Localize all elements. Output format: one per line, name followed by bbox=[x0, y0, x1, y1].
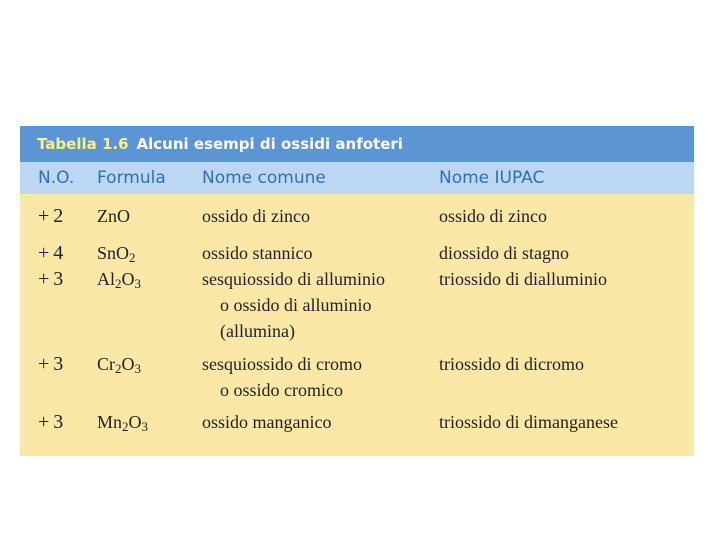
cell-nome-iupac: ossido di zinco bbox=[439, 206, 547, 226]
cell-oxidation-number: + 4 bbox=[38, 242, 64, 264]
header-nome-comune: Nome comune bbox=[202, 168, 326, 188]
cell-formula: ZnO bbox=[97, 206, 130, 226]
cell-nome-comune: sesquiossido di alluminio o ossido di alluminio (allumina) bbox=[202, 269, 386, 341]
header-formula: Formula bbox=[97, 168, 166, 188]
cell-nome-iupac: triossido di dicromo bbox=[439, 354, 584, 374]
cell-formula: $Mn_2O_3$ bbox=[97, 412, 149, 434]
oxides-table bbox=[20, 126, 694, 456]
cell-nome-iupac: diossido di stagno bbox=[439, 243, 570, 263]
header-no: N.O. bbox=[38, 168, 75, 188]
cell-formula: $Al_2O_3$ bbox=[97, 269, 141, 291]
table-header-row bbox=[20, 162, 694, 194]
cell-oxidation-number: + 3 bbox=[38, 411, 64, 433]
cell-nome-comune: ossido di zinco bbox=[202, 206, 310, 226]
cell-nome-comune: ossido manganico bbox=[202, 412, 332, 432]
table-title: Alcuni esempi di ossidi anfoteri bbox=[136, 135, 403, 153]
cell-oxidation-number: + 3 bbox=[38, 268, 64, 290]
cell-oxidation-number: + 3 bbox=[38, 353, 64, 375]
cell-nome-comune: ossido stannico bbox=[202, 243, 313, 263]
header-nome-iupac: Nome IUPAC bbox=[439, 168, 545, 188]
cell-nome-comune: sesquiossido di cromo o ossido cromico bbox=[202, 354, 362, 400]
cell-nome-iupac: triossido di dimanganese bbox=[439, 412, 618, 432]
table-title-bar bbox=[20, 126, 694, 162]
cell-formula: $Cr_2O_3$ bbox=[97, 354, 141, 376]
cell-formula: SnO$_2$ bbox=[97, 243, 136, 265]
cell-oxidation-number: + 2 bbox=[38, 205, 64, 227]
table-number: Tabella 1.6 bbox=[37, 135, 129, 153]
cell-nome-iupac: triossido di dialluminio bbox=[439, 269, 608, 289]
